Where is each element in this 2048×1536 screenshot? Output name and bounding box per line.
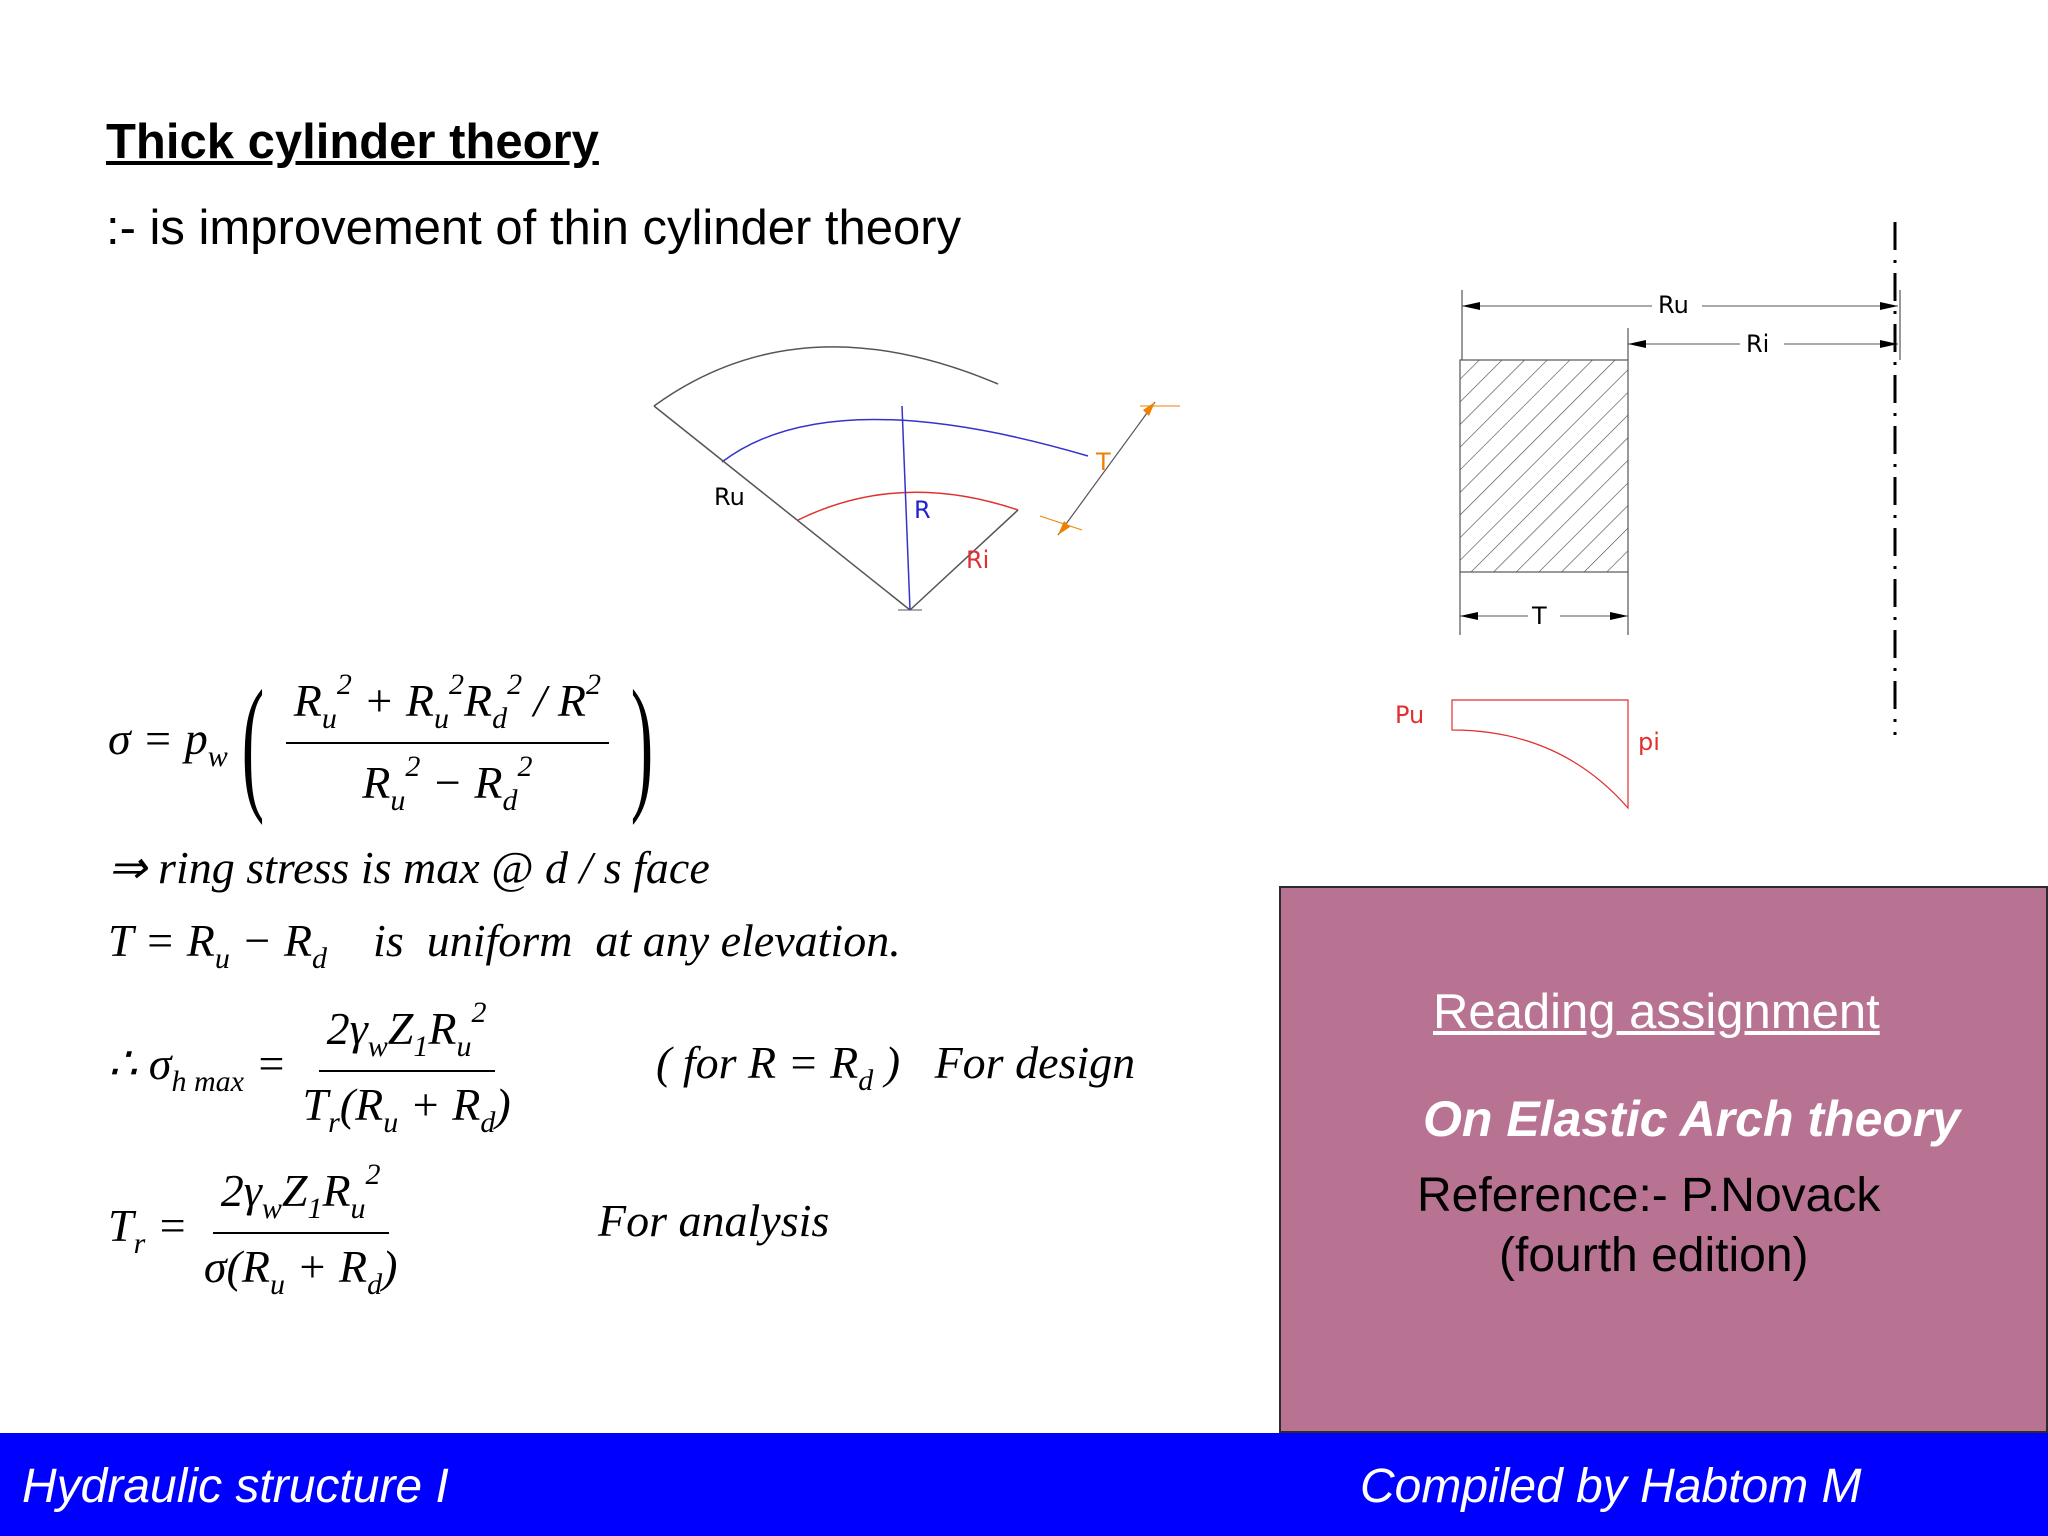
reading-topic: On Elastic Arch theory (1423, 1091, 1961, 1147)
t-ext-bottom (1040, 516, 1082, 530)
equation-sigma: $\sigma = p_w$( $\frac{R_u^2 + R_u^2R_d^2 / R^2}{R_u^2 - R_d^2}$ ) (108, 660, 654, 826)
pressure-diagram (1452, 700, 1628, 808)
condition-for-design: ( for $R = R_d$ ) For design (656, 1037, 1136, 1097)
slide-title: Thick cylinder theory (106, 115, 599, 169)
label-ru: Ru (714, 483, 745, 511)
equation-ring-stress: ⇒ ring stress is max @ d / s face (108, 842, 710, 893)
section-label-ri: Ri (1746, 330, 1770, 358)
footer-author: Compiled by Habtom M (1360, 1460, 1862, 1513)
inner-arc (798, 492, 1018, 520)
t-arrow-top (1143, 402, 1155, 416)
section-label-t: T (1532, 602, 1547, 630)
footer-bar (0, 1433, 2048, 1536)
arch-sector-diagram (640, 320, 1200, 630)
equation-sigma-hmax: ∴ $\sigma_{h max}$ = $\frac{2\gamma_wZ_1R_u^2}{T_r(R_u + R_d)}$ (108, 996, 511, 1139)
reference-line-2: (fourth edition) (1499, 1229, 1809, 1282)
slide-subtitle: :- is improvement of thin cylinder theory (106, 201, 962, 255)
label-pi: pi (1638, 728, 1660, 756)
equation-tr: $T_r$ = $\frac{2\gamma_wZ_1R_u^2}{\sigma(R_u + R_d)}$ (108, 1158, 398, 1301)
left-radius (654, 406, 910, 610)
right-radius (910, 510, 1018, 610)
label-ri: Ri (966, 546, 990, 574)
outer-arc (654, 347, 998, 406)
section-diagram (1380, 210, 1920, 830)
note-for-analysis: For analysis (598, 1195, 830, 1246)
center-radius (902, 406, 910, 610)
footer-course: Hydraulic structure I (22, 1460, 449, 1513)
wall-section (1460, 360, 1628, 572)
section-label-ru: Ru (1658, 291, 1689, 319)
reading-assignment-heading: Reading assignment (1433, 985, 1880, 1039)
equation-thickness: $T = R_u - R_d$ is uniform at any elevation. (108, 915, 901, 975)
reference-line-1: Reference:- P.Novack (1417, 1169, 1881, 1222)
label-pu: Pu (1395, 701, 1425, 729)
label-t: T (1096, 448, 1111, 476)
mid-arc (722, 419, 1088, 462)
reading-assignment-panel (1279, 886, 2048, 1433)
label-r: R (914, 496, 931, 524)
